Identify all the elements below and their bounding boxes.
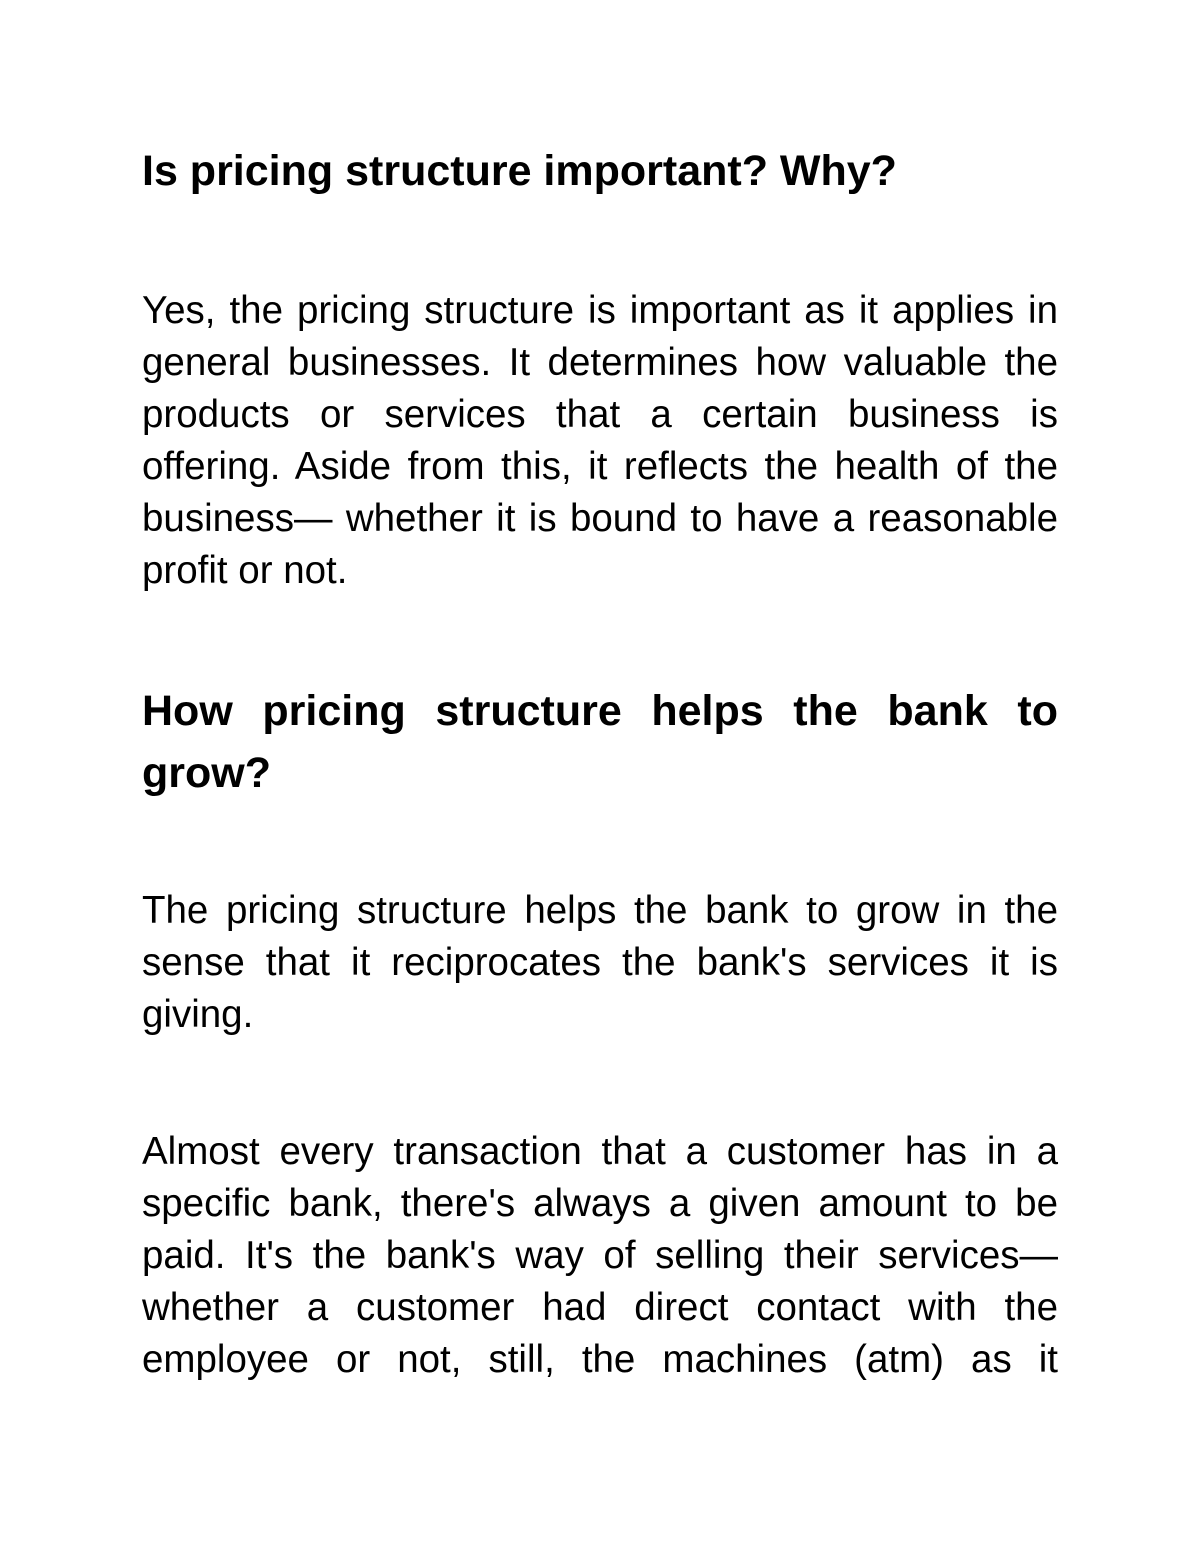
- paragraph-pricing-importance: Yes, the pricing structure is important as it applies in general businesses. It determines how valuable the products or services that a certain business is offering. Aside from this, it reflects the health of the business— whether it is bound to have a reasonable profit or not.: [142, 289, 1058, 592]
- section-heading-bank-growth: How pricing structure helps the bank to grow?: [142, 687, 1058, 797]
- paragraph-bank-growth-intro: The pricing structure helps the bank to grow in the sense that it reciprocates the bank's services it is giving.: [142, 889, 1058, 1036]
- paragraph-bank-transactions: Almost every transaction that a customer has in a specific bank, there's always a given amount to be paid. It's the bank's way of selling their services— whether a customer had direct contact with the employee or not, still, the machines (atm) as it: [142, 1130, 1058, 1381]
- section-heading-pricing-importance: Is pricing structure important? Why?: [142, 147, 897, 195]
